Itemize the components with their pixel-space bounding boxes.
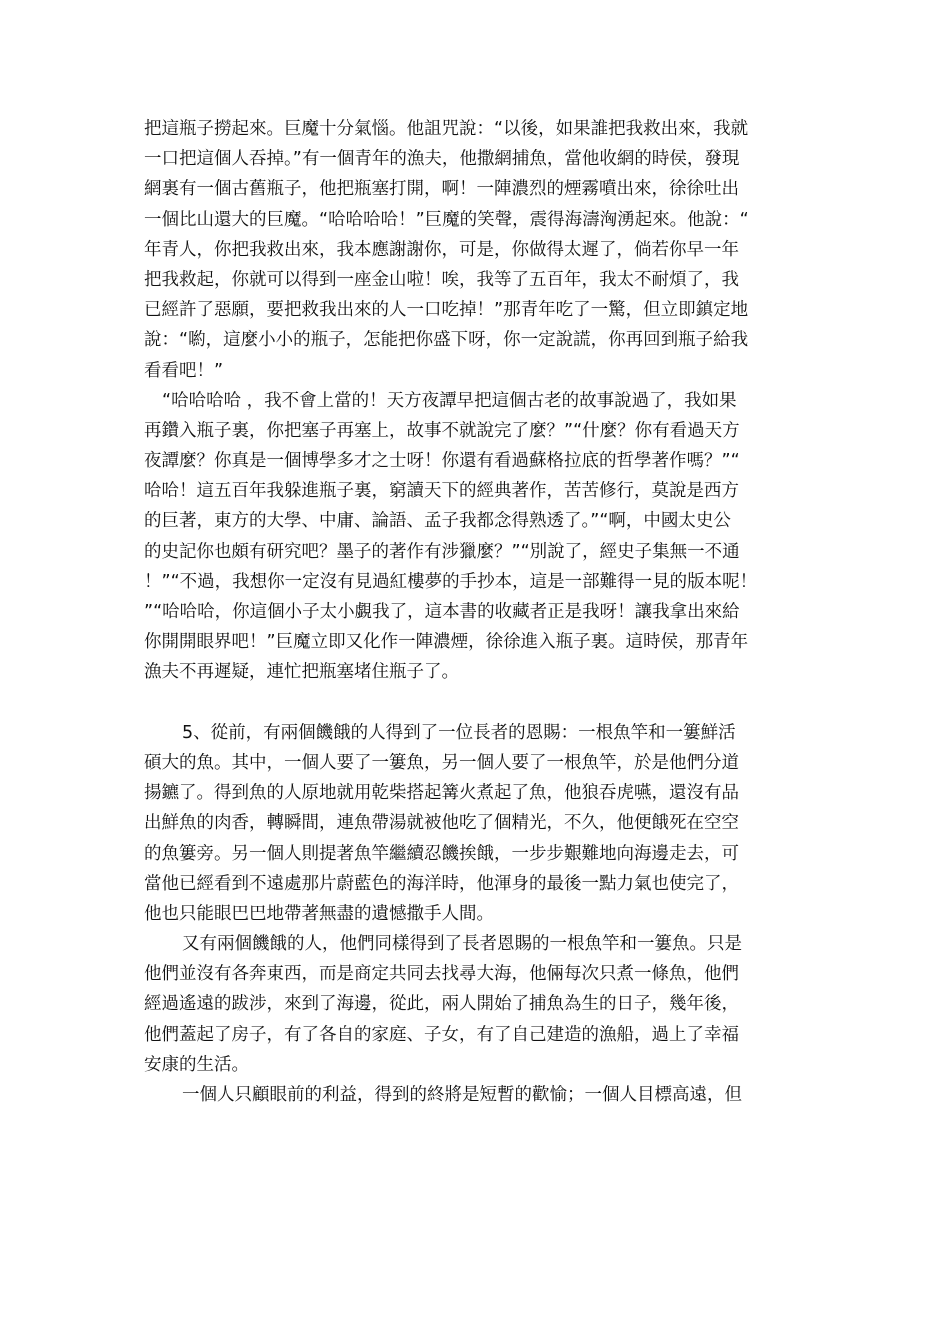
text-line: 的史記你也頗有研究吧？墨子的著作有涉獵麼？”“別說了，經史子集無一不通 (144, 541, 740, 562)
text-line: 夜譚麼？你真是一個博學多才之士呀！你還有看過蘇格拉底的哲學著作嗎？”“ (144, 451, 740, 472)
text-line: 安康的生活。 (144, 1054, 249, 1075)
text-line: 你開開眼界吧！”巨魔立即又化作一陣濃煙，徐徐進入瓶子裏。這時侯，那青年 (144, 632, 749, 653)
text-line: 已經許了惡願，要把救我出來的人一口吃掉！”那青年吃了一驚，但立即鎮定地 (144, 300, 749, 321)
text-line: 看看吧！” (144, 360, 224, 381)
text-line: 的巨著，東方的大學、中庸、論語、孟子我都念得熟透了。”“啊，中國太史公 (144, 511, 731, 532)
text-line: 一個人只顧眼前的利益，得到的終將是短暫的歡愉；一個人目標高遠，但 (182, 1085, 742, 1105)
text-line: 又有兩個饑餓的人，他們同樣得到了長者恩賜的一根魚竿和一簍魚。只是 (182, 934, 742, 955)
text-line: 年青人，你把我救出來，我本應謝謝你，可是，你做得太遲了，倘若你早一年 (144, 239, 739, 260)
text-line: 他也只能眼巴巴地帶著無盡的遺憾撒手人間。 (144, 903, 494, 924)
text-line: 網裏有一個古舊瓶子，他把瓶塞打開，啊！一陣濃烈的煙霧噴出來，徐徐吐出 (144, 179, 739, 200)
paragraph-spacer (144, 688, 808, 718)
text-line: 當他已經看到不遠處那片蔚藍色的海洋時，他渾身的最後一點力氣也使完了， (144, 873, 739, 894)
text-line: “哈哈哈哈 ，我不會上當的！天方夜譚早把這個古老的故事說過了，我如果 (162, 390, 737, 411)
text-line: 再鑽入瓶子裏，你把塞子再塞上，故事不就說完了麼？”“什麼？你有看過天方 (144, 420, 740, 441)
text-line: 說：“喲，這麼小小的瓶子，怎能把你盛下呀，你一定說謊，你再回到瓶子給我 (144, 330, 749, 351)
section5-paragraph-1 (144, 718, 808, 929)
text-line: 出鮮魚的肉香，轉瞬間，連魚帶湯就被他吃了個精光，不久，他便餓死在空空 (144, 813, 739, 834)
section5-paragraph-3 (144, 1080, 808, 1110)
text-line: 漁夫不再遲疑，連忙把瓶塞堵住瓶子了。 (144, 662, 459, 683)
text-line: 碩大的魚。其中，一個人要了一簍魚，另一個人要了一根魚竿，於是他們分道 (144, 752, 739, 773)
document-page (144, 114, 808, 1110)
text-line: 一口把這個人吞掉。”有一個青年的漁夫，他撒網捕魚，當他收網的時侯，發現 (144, 149, 740, 170)
text-line: 把這瓶子撈起來。巨魔十分氣惱。他詛咒說：“以後，如果誰把我救出來，我就 (144, 119, 749, 139)
text-line: 哈哈！這五百年我躲進瓶子裏，窮讀天下的經典著作，苦苦修行，莫說是西方 (144, 481, 739, 502)
text-line: 他們並沒有各奔東西，而是商定共同去找尋大海，他倆每次只煮一條魚，他們 (144, 964, 739, 985)
text-line: 經過遙遠的跋涉，來到了海邊，從此，兩人開始了捕魚為生的日子，幾年後， (144, 994, 739, 1015)
text-line: ”“哈哈哈，你這個小子太小覷我了，這本書的收藏者正是我呀！讓我拿出來給 (144, 602, 740, 622)
section4-paragraph-2 (144, 386, 808, 688)
text-line: 他們蓋起了房子，有了各自的家庭、子女，有了自己建造的漁船，過上了幸福 (144, 1024, 739, 1045)
text-line: 揚鑣了。得到魚的人原地就用乾柴搭起篝火煮起了魚，他狼吞虎嚥，還沒有品 (144, 783, 739, 804)
text-line: 把我救起，你就可以得到一座金山啦！唉，我等了五百年，我太不耐煩了，我 (144, 269, 739, 290)
text-line: 5、從前，有兩個饑餓的人得到了一位長者的恩賜：一根魚竿和一簍鮮活 (182, 722, 736, 743)
section4-paragraph-1 (144, 114, 808, 386)
text-line: 的魚簍旁。另一個人則提著魚竿繼續忍饑挨餓，一步步艱難地向海邊走去，可 (144, 843, 739, 864)
section5-paragraph-2 (144, 929, 808, 1080)
text-line: 一個比山還大的巨魔。“哈哈哈哈！”巨魔的笑聲，震得海濤洶湧起來。他說：“ (144, 209, 749, 230)
text-line: ！”“不過，我想你一定沒有見過紅樓夢的手抄本，這是一部難得一見的版本呢！ (144, 571, 758, 592)
